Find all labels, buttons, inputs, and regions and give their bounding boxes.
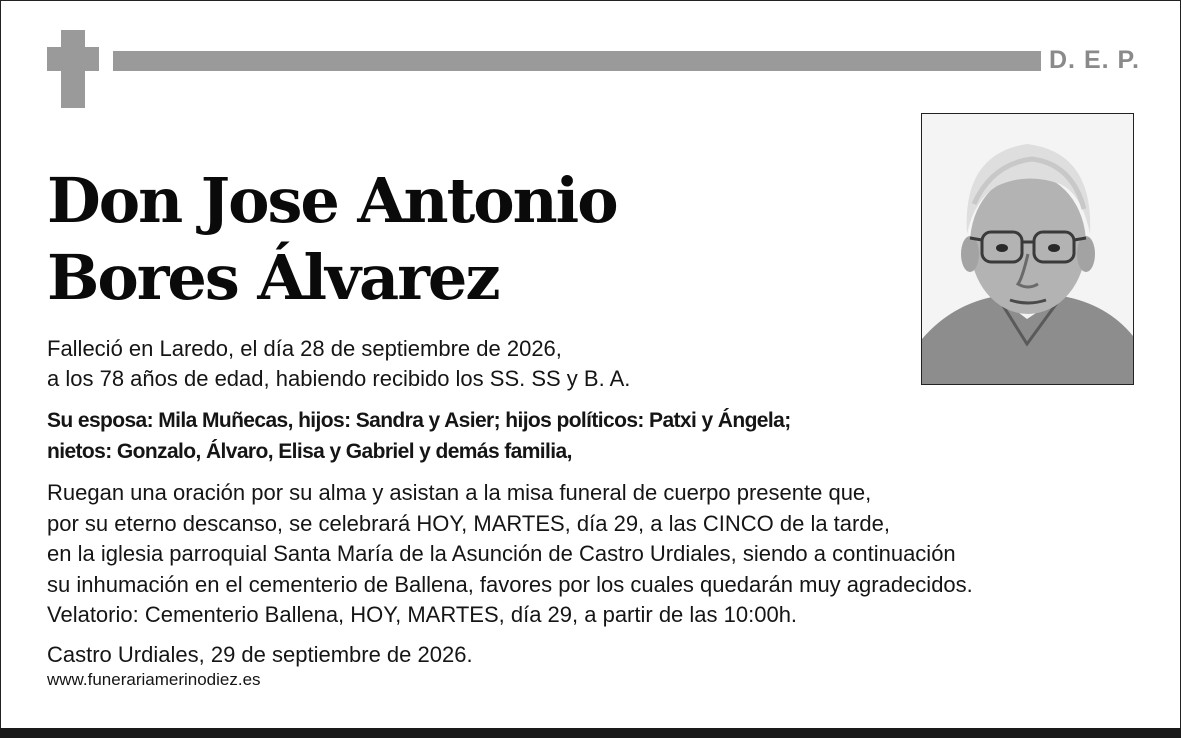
death-notice [47, 334, 630, 394]
bottom-bar [0, 728, 1181, 738]
prayer-line-5: Velatorio: Cementerio Ballena, HOY, MARTES, día 29, a partir de las 10:00h. [47, 602, 798, 627]
name-line-1: Don Jose Antonio [47, 164, 617, 237]
name-line-2: Bores Álvarez [47, 241, 499, 314]
prayer-line-2: por su eterno descanso, se celebrará HOY, MARTES, día 29, a las CINCO de la tarde, [47, 510, 890, 536]
family-line-1: Su esposa: Mila Muñecas, hijos: Sandra y Asier; hijos políticos: Patxi y Ángela; [47, 409, 791, 432]
prayer-line-3: en la iglesia parroquial Santa María de la Asunción de Castro Urdiales, siendo a continuación [47, 541, 956, 566]
place-date-line: Castro Urdiales, 29 de septiembre de 2026. [47, 642, 473, 667]
cross-icon-arm [47, 47, 99, 71]
header-rule [113, 51, 1041, 71]
prayer-line-1: Ruegan una oración por su alma y asistan a la misa funeral de cuerpo presente que, [47, 480, 872, 505]
website-link[interactable]: www.funerariamerinodiez.es [47, 670, 261, 689]
dep-label: D. E. P. [1049, 46, 1140, 74]
deceased-photo [921, 113, 1134, 385]
deceased-name [47, 162, 617, 316]
portrait-photo-icon [922, 114, 1133, 384]
family-line-2: nietos: Gonzalo, Álvaro, Elisa y Gabriel y demás familia, [47, 440, 572, 463]
death-line-2: a los 78 años de edad, habiendo recibido los SS. SS y B. A. [47, 366, 631, 391]
place-date [47, 640, 473, 670]
family-list [47, 405, 791, 467]
prayer-request [47, 478, 973, 631]
prayer-line-4: su inhumación en el cementerio de Ballena, favores por los cuales quedarán muy agradecidos. [47, 571, 973, 597]
death-line-1: Falleció en Laredo, el día 28 de septiembre de 2026, [47, 336, 562, 361]
